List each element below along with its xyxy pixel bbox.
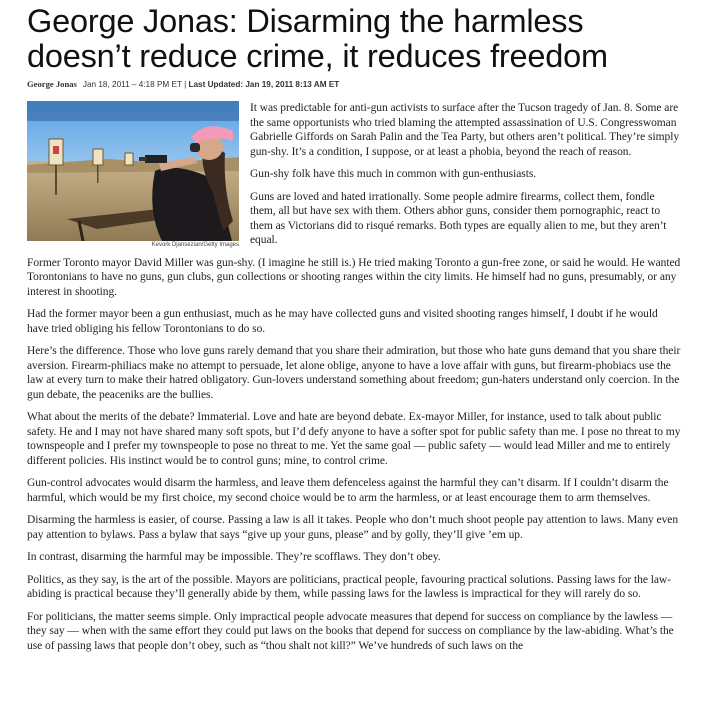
byline <box>27 79 681 91</box>
lead-paragraph: Guns are loved and hated irrationally. Some people admire firearms, collect them, fondle them, all but have sex with them. Others abhor guns, consider them pornographic, react to them as Victorians did to risqué remarks. Both types are equally alien to me, but they aren’t equal. <box>250 190 667 246</box>
body-paragraph: Politics, as they say, is the art of the possible. Mayors are politicians, practical people, favouring practical solutions. Passing laws for the law-abiding is practical because they’ll generally abide by them, while passing laws for the lawless is impractical for they will rarely do so. <box>27 573 671 600</box>
body-paragraph: Gun-control advocates would disarm the harmless, and leave them defenceless against the harmful they can’t disarm. If I couldn’t disarm the harmful, which would be my first choice, my second choice would be to arm the harmless, or at least encourage them to arm themselves. <box>27 477 669 504</box>
byline-separator: | <box>181 80 189 89</box>
article-title: George Jonas: Disarming the harmless doesn’t reduce crime, it reduces freedom <box>27 3 608 74</box>
body-paragraph: Disarming the harmless is easier, of course. Passing a law is all it takes. People who don’t much shoot people pay attention to laws. Many even pay attention to bylaws. Pass a bylaw that says “give up your guns, please” and by golly, they’ll give ’em up. <box>27 514 679 541</box>
article-photo-figure <box>27 101 239 248</box>
lead-paragraph: Gun-shy folk have this much in common with gun-enthusiasts. <box>250 168 537 180</box>
lead-section <box>27 101 681 248</box>
body-paragraph: Had the former mayor been a gun enthusiast, much as he may have collected guns and visited shooting ranges himself, I doubt if he would have tried obliging his fellow Torontonians to do so. <box>27 308 658 335</box>
article-body <box>27 256 681 654</box>
posted-date: Jan 18, 2011 – 4:18 PM ET <box>82 80 182 89</box>
article-photo[interactable] <box>27 101 239 241</box>
author-name[interactable]: George Jonas <box>27 79 77 89</box>
photo-credit: Kevork Djansezian/Getty Images <box>151 242 239 248</box>
body-paragraph: What about the merits of the debate? Immaterial. Love and hate are beyond debate. Ex-mayor Miller, for instance, used to talk about public safety. He and I may not have shared many soft spots, but I’d defy anyone to have a softer spot for public safety than me. I pose no threat to my townspeople and I prefer my townspeople to pose no threat to me. Yet the same goal — public safety — would lead Miller and me to entirely different policies. His instinct would be to control guns; mine, to control crime. <box>27 411 681 467</box>
lead-paragraph: It was predictable for anti-gun activists to surface after the Tucson tragedy of Jan. 8. Some are the same opportunists who tried blaming the attempted assassination of U.S. Congresswoman Gabrielle Giffords on Sarah Palin and the Tea Party, but others aren’t political. They’re simply gun-shy. It’s a condition, I suppose, or at least a phobia, beyond the reach of reason. <box>250 102 680 158</box>
body-paragraph: In contrast, disarming the harmful may be impossible. They’re scofflaws. They don’t obey. <box>27 551 441 563</box>
body-paragraph: Here’s the difference. Those who love guns rarely demand that you share their admiration, but those who hate guns demand that you share their aversion. Firearm-philiacs make no attempt to persuade, let alone oblige, anyone to have a love affair with guns, but firearm-phobiacs use the law at every turn to make their hatred obligatory. Gun-lovers understand something about freedom; gun-haters understand only coercion. In the gun debate, the peaceniks are the bullies. <box>27 345 681 401</box>
body-paragraph: For politicians, the matter seems simple. Only impractical people advocate measures that depend for success on compliance by the lawless — they say — when with the same effort they could put laws on the books that depend for success on compliance by the law-abiding. What’s the use of passing laws that people don’t obey, such as “thou shalt not kill?” We’ve hundreds of such laws on the <box>27 610 674 652</box>
last-updated: Last Updated: Jan 19, 2011 8:13 AM ET <box>188 80 340 89</box>
lead-text <box>250 101 681 248</box>
body-paragraph: Former Toronto mayor David Miller was gun-shy. (I imagine he still is.) He tried making Toronto a gun-free zone, or said he would. He wanted Torontonians to have no guns, gun clubs, gun collections or shooting ranges within the city limits. He himself had no guns, presumably, or any interest in shooting. <box>27 256 681 298</box>
